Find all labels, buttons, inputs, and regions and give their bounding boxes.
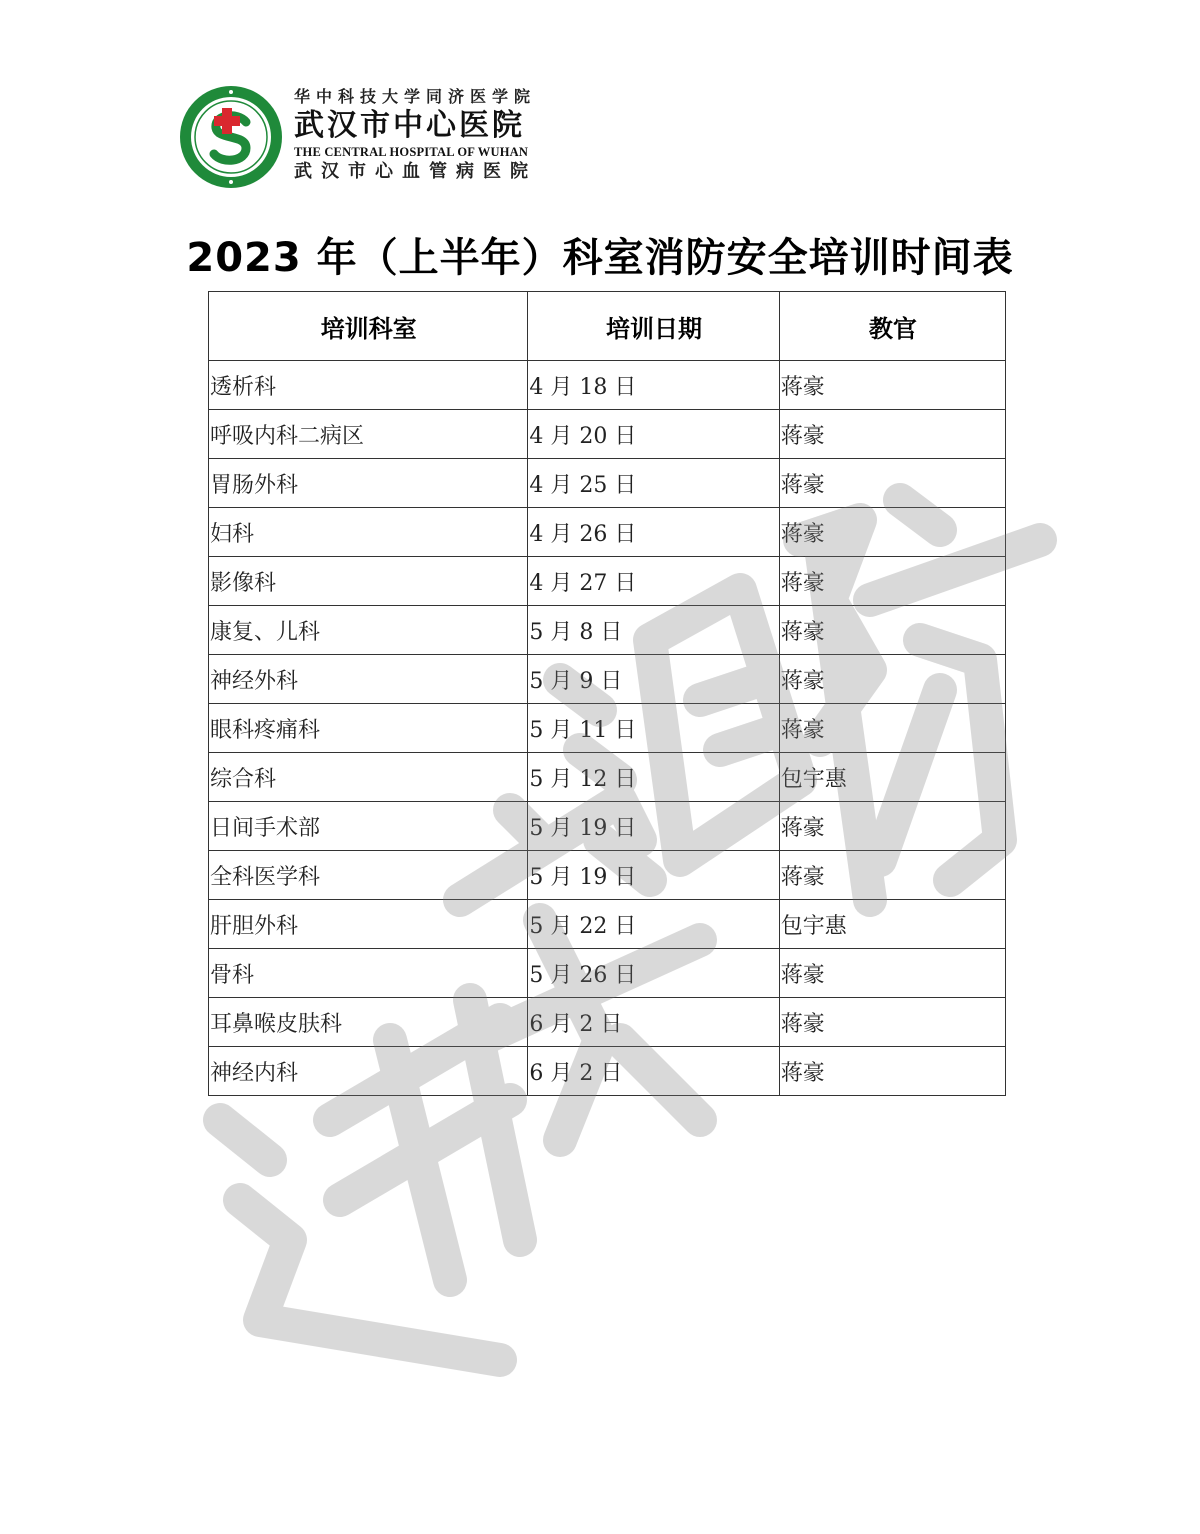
cell-instructor: 蒋豪 — [779, 704, 1005, 753]
cell-instructor: 包宇惠 — [779, 900, 1005, 949]
cell-instructor: 包宇惠 — [779, 753, 1005, 802]
column-header-department: 培训科室 — [209, 292, 528, 361]
cell-instructor: 蒋豪 — [779, 655, 1005, 704]
cell-instructor: 蒋豪 — [779, 998, 1005, 1047]
cell-instructor: 蒋豪 — [779, 1047, 1005, 1096]
page-title: 2023 年（上半年）科室消防安全培训时间表 — [186, 235, 1014, 281]
table-row — [209, 900, 1006, 949]
cell-instructor: 蒋豪 — [779, 459, 1005, 508]
cell-instructor: 蒋豪 — [779, 949, 1005, 998]
cell-date: 5 月 22 日 — [528, 900, 779, 949]
cell-date: 5 月 19 日 — [528, 802, 779, 851]
cell-department: 透析科 — [209, 361, 528, 410]
table-header-row — [209, 292, 1006, 361]
cell-date: 5 月 26 日 — [528, 949, 779, 998]
cell-department: 胃肠外科 — [209, 459, 528, 508]
table-row — [209, 704, 1006, 753]
table-row — [209, 557, 1006, 606]
cell-department: 眼科疼痛科 — [209, 704, 528, 753]
cell-instructor: 蒋豪 — [779, 361, 1005, 410]
cell-department: 全科医学科 — [209, 851, 528, 900]
table-row — [209, 998, 1006, 1047]
table-row — [209, 361, 1006, 410]
cell-date: 6 月 2 日 — [528, 998, 779, 1047]
table-row — [209, 851, 1006, 900]
cell-date: 4 月 18 日 — [528, 361, 779, 410]
cell-department: 肝胆外科 — [209, 900, 528, 949]
cell-department: 妇科 — [209, 508, 528, 557]
table-row — [209, 508, 1006, 557]
cell-instructor: 蒋豪 — [779, 802, 1005, 851]
column-header-instructor: 教官 — [779, 292, 1005, 361]
cell-department: 呼吸内科二病区 — [209, 410, 528, 459]
hospital-logo-block — [178, 84, 598, 194]
cell-date: 5 月 11 日 — [528, 704, 779, 753]
cell-date: 5 月 8 日 — [528, 606, 779, 655]
table-row — [209, 1047, 1006, 1096]
training-schedule-table — [208, 291, 1006, 1096]
cell-date: 4 月 25 日 — [528, 459, 779, 508]
cell-date: 4 月 27 日 — [528, 557, 779, 606]
hospital-name-english: THE CENTRAL HOSPITAL OF WUHAN — [294, 145, 529, 159]
cell-date: 4 月 26 日 — [528, 508, 779, 557]
university-name: 华中科技大学同济医学院 — [294, 87, 537, 106]
table-body — [209, 361, 1006, 1096]
hospital-name: 武汉市中心医院 — [294, 108, 525, 143]
table-row — [209, 655, 1006, 704]
cell-instructor: 蒋豪 — [779, 851, 1005, 900]
cell-instructor: 蒋豪 — [779, 508, 1005, 557]
cell-instructor: 蒋豪 — [779, 557, 1005, 606]
hospital-name-block — [294, 86, 594, 184]
table-row — [209, 606, 1006, 655]
table-row — [209, 753, 1006, 802]
cell-date: 5 月 9 日 — [528, 655, 779, 704]
cell-department: 骨科 — [209, 949, 528, 998]
cell-date: 4 月 20 日 — [528, 410, 779, 459]
table-row — [209, 949, 1006, 998]
cell-department: 综合科 — [209, 753, 528, 802]
column-header-date: 培训日期 — [528, 292, 779, 361]
cell-department: 影像科 — [209, 557, 528, 606]
cell-date: 5 月 19 日 — [528, 851, 779, 900]
cell-instructor: 蒋豪 — [779, 606, 1005, 655]
cell-department: 耳鼻喉皮肤科 — [209, 998, 528, 1047]
cell-instructor: 蒋豪 — [779, 410, 1005, 459]
cell-department: 康复、儿科 — [209, 606, 528, 655]
table-row — [209, 410, 1006, 459]
cell-date: 6 月 2 日 — [528, 1047, 779, 1096]
hospital-emblem-icon — [178, 84, 284, 190]
hospital-alt-name: 武汉市心血管病医院 — [294, 161, 537, 182]
cell-department: 日间手术部 — [209, 802, 528, 851]
table-row — [209, 459, 1006, 508]
cell-department: 神经外科 — [209, 655, 528, 704]
cell-date: 5 月 12 日 — [528, 753, 779, 802]
table-row — [209, 802, 1006, 851]
cell-department: 神经内科 — [209, 1047, 528, 1096]
